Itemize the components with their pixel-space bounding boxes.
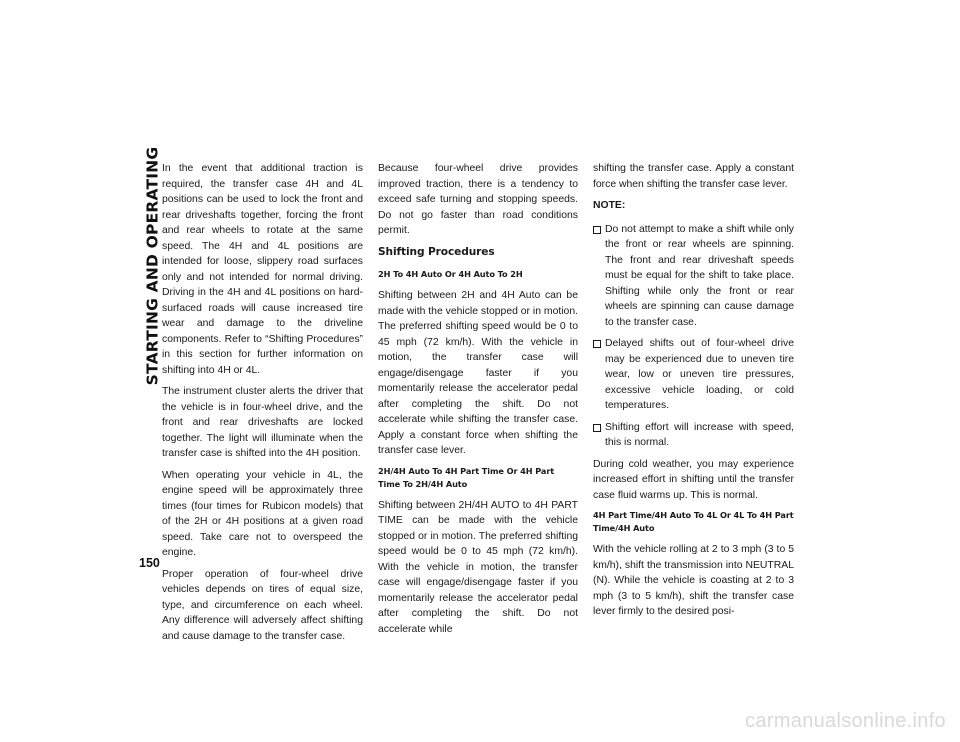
watermark: carmanualsonline.info <box>745 710 946 732</box>
note-list <box>593 222 794 451</box>
paragraph: With the vehicle rolling at 2 to 3 mph (3 to 5 km/h), shift the transmission into NEUTRAL (N). While the vehicle is coasting at 2 to 3 mph (3 to 5 km/h), shift the transfer case lever firmly to the desired posi- <box>593 544 794 617</box>
checkbox-bullet-icon <box>593 340 601 348</box>
checkbox-bullet-icon <box>593 424 601 432</box>
section-heading: Shifting Procedures <box>378 245 495 258</box>
note-text: Do not attempt to make a shift while only the front or rear wheels are spinning. The front and rear driveshaft speeds must be equal for the shift to take place. Shifting while only the front or rear wheels are spinning can cause damage to the transfer case. <box>605 223 794 328</box>
column-1 <box>162 161 363 650</box>
note-item <box>593 420 794 451</box>
paragraph: Proper operation of four-wheel drive vehicles depends on tires of equal size, type, and circumference on each wheel. Any difference will adversely affect shifting and cause damage to the transfer case. <box>162 568 363 642</box>
paragraph: Shifting between 2H/4H AUTO to 4H PART TIME can be made with the vehicle stopped or in motion. The preferred shifting speed would be 0 to 45 mph (72 km/h). With the vehicle in motion, the transfer case will engage/disengage faster if you momentarily release the accelerator pedal after completing the shift. Do not accelerate while <box>378 499 578 635</box>
paragraph: The instrument cluster alerts the driver that the vehicle is in four-wheel drive, and the front and rear driveshafts are locked together. The light will illuminate when the transfer case is shifted into the 4H position. <box>162 386 363 459</box>
note-text: Shifting effort will increase with speed, this is normal. <box>605 421 794 448</box>
checkbox-bullet-icon <box>593 226 601 234</box>
column-2 <box>378 161 578 643</box>
subheading: 2H To 4H Auto Or 4H Auto To 2H <box>378 269 523 279</box>
note-label: NOTE: <box>593 200 626 211</box>
subheading: 4H Part Time/4H Auto To 4L Or 4L To 4H Part Time/4H Auto <box>593 510 794 533</box>
column-3 <box>593 161 794 626</box>
paragraph: Because four-wheel drive provides improved traction, there is a tendency to exceed safe turning and stopping speeds. Do not go faster than road conditions permit. <box>378 163 578 236</box>
subheading: 2H/4H Auto To 4H Part Time Or 4H Part Time To 2H/4H Auto <box>378 465 555 489</box>
paragraph: Shifting between 2H and 4H Auto can be made with the vehicle stopped or in motion. The preferred shifting speed would be 0 to 45 mph (72 km/h). With the vehicle in motion, the transfer case will engage/disengage faster if you momentarily release the accelerator pedal after completing the shift. Do not accelerate while shifting the transfer case. Apply a constant force when shifting the transfer case lever. <box>378 290 578 456</box>
note-text: Delayed shifts out of four-wheel drive may be experienced due to uneven tire wear, low or uneven tire pressures, excessive vehicle loading, or cold temperatures. <box>605 338 794 411</box>
section-title-text: STARTING AND OPERATING <box>143 146 161 386</box>
paragraph: When operating your vehicle in 4L, the engine speed will be approximately three times (four times for Rubicon models) that of the 2H or 4H positions at a given road speed. Take care not to overspeed the engine. <box>162 469 363 558</box>
section-title <box>141 146 163 386</box>
page-number: 150 <box>139 556 160 570</box>
paragraph: During cold weather, you may experience increased effort in shifting until the transfer case fluid warms up. This is normal. <box>593 458 794 501</box>
note-item <box>593 336 794 414</box>
paragraph: shifting the transfer case. Apply a constant force when shifting the transfer case lever. <box>593 163 794 190</box>
note-item <box>593 222 794 331</box>
paragraph: In the event that additional traction is required, the transfer case 4H and 4L positions can be used to lock the front and rear driveshafts together, forcing the front and rear wheels to rotate at the same speed. The 4H and 4L positions are intended for loose, slippery road surfaces only and not intended for normal driving. Driving in the 4H and 4L positions on hard-surfaced roads will cause increased tire wear and damage to the driveline components. Refer to “Shifting Procedures” in this section for further information on shifting into 4H or 4L. <box>162 163 363 376</box>
